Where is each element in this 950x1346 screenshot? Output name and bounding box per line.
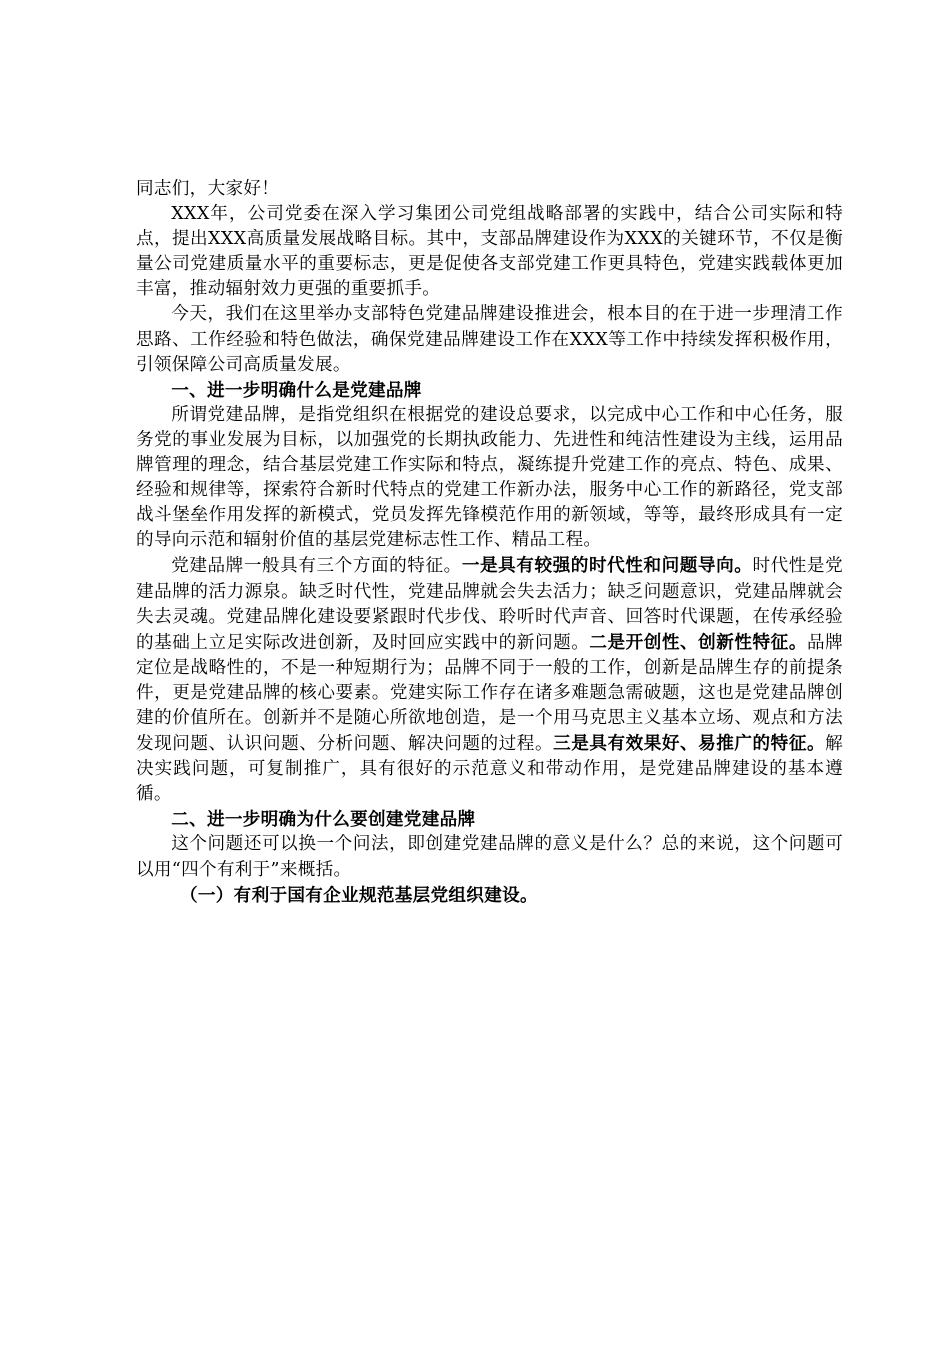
subsection-heading-1: （一）有利于国有企业规范基层党组织建设。: [180, 884, 538, 906]
paragraph-features: [136, 553, 843, 807]
feature-2-bold: 二是开创性、创新性特征。: [589, 631, 807, 653]
paragraph-why: 这个问题还可以换一个问法，即创建党建品牌的意义是什么？总的来说，这个问题可以用“四个有利于”来概括。: [136, 834, 843, 880]
features-text-1: 党建品牌一般具有三个方面的特征。: [171, 556, 462, 577]
features-text-3: 品牌定位是战略性的，不是一种短期行为；品牌不同于一般的工作，创新是品牌生存的前提条件，更是党建品牌的核心要素。党建实际工作存在诸多难题急需破题，这也是党建品牌创建的价值所在。创新并不是随心所欲地创造，是一个用马克思主义基本立场、观点和方法发现问题、认识问题、分析问题、解决问题的过程。: [136, 632, 843, 755]
greeting: 同志们，大家好！: [136, 179, 280, 199]
feature-1-bold: 一是具有较强的时代性和问题导向。: [461, 555, 753, 577]
paragraph-definition: 所谓党建品牌，是指党组织在根据党的建设总要求，以完成中心工作和中心任务，服务党的事业发展为目标，以加强党的长期执政能力、先进性和纯洁性建设为主线，运用品牌管理的理念，结合基层党建工作实际和特点，凝练提升党建工作的亮点、特色、成果、经验和规律等，探索符合新时代特点的党建工作新办法，服务中心工作的新路径，党支部战斗堡垒作用发挥的新模式，党员发挥先锋模范作用的新领域，等等，最终形成具有一定的导向示范和辐射价值的基层党建标志性工作、精品工程。: [136, 404, 843, 551]
feature-3-bold: 三是具有效果好、易推广的特征。: [553, 733, 826, 755]
section-heading-2: 二、进一步明确为什么要创建党建品牌: [171, 809, 476, 831]
paragraph-purpose: 今天，我们在这里举办支部特色党建品牌建设推进会，根本目的在于进一步理清工作思路、工作经验和特色做法，确保党建品牌建设工作在XXX等工作中持续发挥积极作用，引领保障公司高质量发展。: [136, 304, 843, 375]
paragraph-intro: XXX年，公司党委在深入学习集团公司党组战略部署的实践中，结合公司实际和特点，提出XXX高质量发展战略目标。其中，支部品牌建设作为XXX的关键环节，不仅是衡量公司党建质量水平的重要标志，更是促使各支部党建工作更具特色，党建实践载体更加丰富，推动辐射效力更强的重要抓手。: [136, 204, 843, 300]
features-text-2: 时代性是党建品牌的活力源泉。缺乏时代性，党建品牌就会失去活力；缺乏问题意识，党建品牌就会失去灵魂。党建品牌化建设要紧跟时代步伐、聆听时代声音、回答时代课题，在传承经验的基础上立足实际改进创新，及时回应实践中的新问题。: [136, 556, 843, 653]
section-heading-1: 一、进一步明确什么是党建品牌: [171, 379, 422, 401]
features-text-4: 解决实践问题，可复制推广，具有很好的示范意义和带动作用，是党建品牌建设的基本遵循。: [136, 734, 843, 805]
